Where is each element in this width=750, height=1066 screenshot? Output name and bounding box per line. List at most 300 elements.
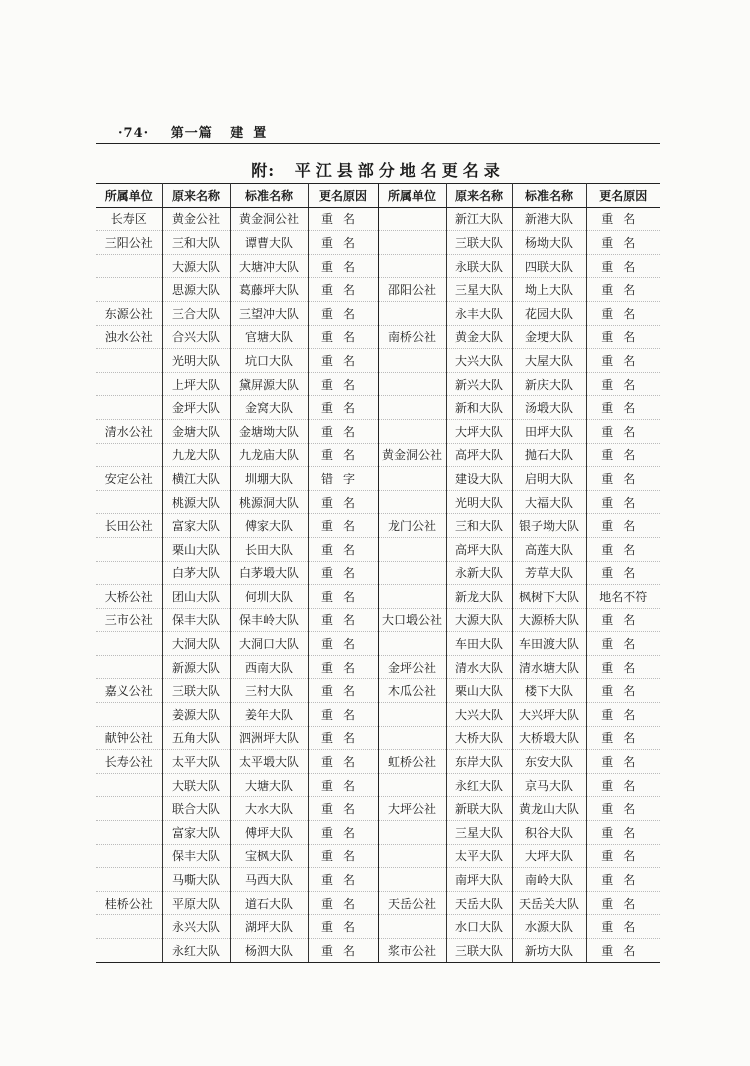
unit-cell: 天岳公社 <box>378 891 446 915</box>
unit-cell <box>378 703 446 727</box>
reason-cell: 重名 <box>308 679 378 703</box>
original-name-cell: 横江大队 <box>162 467 230 491</box>
header-rule <box>96 143 660 144</box>
reason-cell: 重名 <box>586 231 660 255</box>
standard-name-cell: 车田渡大队 <box>512 632 586 656</box>
original-name-cell: 三联大队 <box>446 231 512 255</box>
unit-cell: 长田公社 <box>96 514 162 538</box>
original-name-cell: 大桥大队 <box>446 726 512 750</box>
table-row <box>96 632 660 656</box>
reason-cell: 重名 <box>586 797 660 821</box>
standard-name-cell: 官塘大队 <box>230 325 308 349</box>
reason-cell: 重名 <box>308 443 378 467</box>
reason-cell: 重名 <box>308 419 378 443</box>
table-row <box>96 726 660 750</box>
original-name-cell: 新源大队 <box>162 655 230 679</box>
reason-cell: 重名 <box>308 773 378 797</box>
original-name-cell: 大联大队 <box>162 773 230 797</box>
column-header: 更名原因 <box>308 184 378 208</box>
reason-cell: 重名 <box>586 773 660 797</box>
original-name-cell: 大洞大队 <box>162 632 230 656</box>
reason-cell: 重名 <box>308 703 378 727</box>
reason-cell: 重名 <box>586 207 660 231</box>
unit-cell <box>96 655 162 679</box>
table-row <box>96 773 660 797</box>
standard-name-cell: 花园大队 <box>512 301 586 325</box>
reason-cell: 重名 <box>586 514 660 538</box>
original-name-cell: 大兴大队 <box>446 703 512 727</box>
original-name-cell: 大坪大队 <box>446 419 512 443</box>
standard-name-cell: 清水塘大队 <box>512 655 586 679</box>
unit-cell <box>96 773 162 797</box>
rename-table <box>96 183 660 963</box>
reason-cell: 重名 <box>586 278 660 302</box>
reason-cell: 重名 <box>586 844 660 868</box>
reason-cell: 重名 <box>586 632 660 656</box>
standard-name-cell: 泗洲坪大队 <box>230 726 308 750</box>
reason-cell: 重名 <box>308 278 378 302</box>
reason-cell: 重名 <box>586 490 660 514</box>
unit-cell <box>378 207 446 231</box>
original-name-cell: 桃源大队 <box>162 490 230 514</box>
reason-cell: 重名 <box>308 561 378 585</box>
table-row <box>96 561 660 585</box>
unit-cell <box>378 773 446 797</box>
original-name-cell: 大源大队 <box>446 608 512 632</box>
original-name-cell: 富家大队 <box>162 514 230 538</box>
standard-name-cell: 新港大队 <box>512 207 586 231</box>
original-name-cell: 团山大队 <box>162 585 230 609</box>
original-name-cell: 高坪大队 <box>446 537 512 561</box>
original-name-cell: 姜源大队 <box>162 703 230 727</box>
unit-cell: 金坪公社 <box>378 655 446 679</box>
standard-name-cell: 葛藤坪大队 <box>230 278 308 302</box>
standard-name-cell: 白茅塅大队 <box>230 561 308 585</box>
table-row <box>96 679 660 703</box>
standard-name-cell: 银子坳大队 <box>512 514 586 538</box>
unit-cell <box>96 561 162 585</box>
table-row <box>96 891 660 915</box>
standard-name-cell: 宝枫大队 <box>230 844 308 868</box>
unit-cell <box>378 490 446 514</box>
unit-cell: 大坪公社 <box>378 797 446 821</box>
reason-cell: 重名 <box>586 915 660 939</box>
table-title <box>96 158 660 181</box>
column-header: 标准名称 <box>230 184 308 208</box>
reason-cell: 重名 <box>308 585 378 609</box>
standard-name-cell: 谭曹大队 <box>230 231 308 255</box>
original-name-cell: 金坪大队 <box>162 396 230 420</box>
unit-cell <box>96 396 162 420</box>
standard-name-cell: 新庆大队 <box>512 372 586 396</box>
reason-cell: 错字 <box>308 467 378 491</box>
standard-name-cell: 九龙庙大队 <box>230 443 308 467</box>
table-row <box>96 467 660 491</box>
standard-name-cell: 京马大队 <box>512 773 586 797</box>
unit-cell: 龙门公社 <box>378 514 446 538</box>
unit-cell <box>378 467 446 491</box>
unit-cell: 三阳公社 <box>96 231 162 255</box>
unit-cell <box>378 844 446 868</box>
unit-cell <box>378 396 446 420</box>
original-name-cell: 新兴大队 <box>446 372 512 396</box>
standard-name-cell: 杨泗大队 <box>230 939 308 963</box>
unit-cell <box>96 490 162 514</box>
standard-name-cell: 黛屏源大队 <box>230 372 308 396</box>
original-name-cell: 三和大队 <box>446 514 512 538</box>
original-name-cell: 三联大队 <box>446 939 512 963</box>
standard-name-cell: 大塘大队 <box>230 773 308 797</box>
unit-cell: 南桥公社 <box>378 325 446 349</box>
original-name-cell: 高坪大队 <box>446 443 512 467</box>
original-name-cell: 水口大队 <box>446 915 512 939</box>
reason-cell: 重名 <box>586 726 660 750</box>
standard-name-cell: 黄金洞公社 <box>230 207 308 231</box>
original-name-cell: 白茅大队 <box>162 561 230 585</box>
table-row <box>96 443 660 467</box>
reason-cell: 重名 <box>586 419 660 443</box>
unit-cell <box>96 821 162 845</box>
reason-cell: 重名 <box>586 703 660 727</box>
original-name-cell: 新龙大队 <box>446 585 512 609</box>
standard-name-cell: 高莲大队 <box>512 537 586 561</box>
original-name-cell: 清水大队 <box>446 655 512 679</box>
standard-name-cell: 杨坳大队 <box>512 231 586 255</box>
unit-cell: 大桥公社 <box>96 585 162 609</box>
reason-cell: 地名不符 <box>586 585 660 609</box>
unit-cell <box>96 632 162 656</box>
unit-cell <box>378 301 446 325</box>
table-row <box>96 514 660 538</box>
original-name-cell: 黄金公社 <box>162 207 230 231</box>
original-name-cell: 新联大队 <box>446 797 512 821</box>
standard-name-cell: 大坪大队 <box>512 844 586 868</box>
original-name-cell: 永联大队 <box>446 254 512 278</box>
column-header: 所属单位 <box>96 184 162 208</box>
reason-cell: 重名 <box>308 490 378 514</box>
table-row <box>96 537 660 561</box>
reason-cell: 重名 <box>586 891 660 915</box>
table-row <box>96 254 660 278</box>
standard-name-cell: 枫树下大队 <box>512 585 586 609</box>
original-name-cell: 合兴大队 <box>162 325 230 349</box>
column-header: 原来名称 <box>446 184 512 208</box>
standard-name-cell: 坑口大队 <box>230 349 308 373</box>
reason-cell: 重名 <box>586 608 660 632</box>
reason-cell: 重名 <box>586 821 660 845</box>
original-name-cell: 五角大队 <box>162 726 230 750</box>
original-name-cell: 栗山大队 <box>162 537 230 561</box>
standard-name-cell: 水源大队 <box>512 915 586 939</box>
reason-cell: 重名 <box>308 750 378 774</box>
unit-cell <box>96 915 162 939</box>
unit-cell: 献钟公社 <box>96 726 162 750</box>
chapter-label: 第一篇 <box>170 126 213 141</box>
standard-name-cell: 圳堋大队 <box>230 467 308 491</box>
unit-cell <box>378 254 446 278</box>
standard-name-cell: 田坪大队 <box>512 419 586 443</box>
original-name-cell: 马嘶大队 <box>162 868 230 892</box>
reason-cell: 重名 <box>308 632 378 656</box>
standard-name-cell: 积谷大队 <box>512 821 586 845</box>
original-name-cell: 三联大队 <box>162 679 230 703</box>
original-name-cell: 保丰大队 <box>162 844 230 868</box>
standard-name-cell: 大兴坪大队 <box>512 703 586 727</box>
unit-cell: 清水公社 <box>96 419 162 443</box>
standard-name-cell: 傅家大队 <box>230 514 308 538</box>
standard-name-cell: 西南大队 <box>230 655 308 679</box>
table-row <box>96 585 660 609</box>
standard-name-cell: 长田大队 <box>230 537 308 561</box>
original-name-cell: 富家大队 <box>162 821 230 845</box>
standard-name-cell: 楼下大队 <box>512 679 586 703</box>
unit-cell <box>378 632 446 656</box>
unit-cell <box>96 278 162 302</box>
original-name-cell: 天岳大队 <box>446 891 512 915</box>
unit-cell <box>378 561 446 585</box>
reason-cell: 重名 <box>586 679 660 703</box>
reason-cell: 重名 <box>586 467 660 491</box>
unit-cell <box>378 821 446 845</box>
original-name-cell: 光明大队 <box>446 490 512 514</box>
original-name-cell: 三星大队 <box>446 821 512 845</box>
original-name-cell: 栗山大队 <box>446 679 512 703</box>
original-name-cell: 车田大队 <box>446 632 512 656</box>
standard-name-cell: 金塘坳大队 <box>230 419 308 443</box>
unit-cell <box>96 443 162 467</box>
standard-name-cell: 大屋大队 <box>512 349 586 373</box>
reason-cell: 重名 <box>586 349 660 373</box>
table-row <box>96 207 660 231</box>
reason-cell: 重名 <box>308 726 378 750</box>
table-row <box>96 278 660 302</box>
reason-cell: 重名 <box>308 207 378 231</box>
unit-cell <box>96 537 162 561</box>
standard-name-cell: 道石大队 <box>230 891 308 915</box>
reason-cell: 重名 <box>308 655 378 679</box>
standard-name-cell: 四联大队 <box>512 254 586 278</box>
standard-name-cell: 黄龙山大队 <box>512 797 586 821</box>
unit-cell: 东源公社 <box>96 301 162 325</box>
reason-cell: 重名 <box>586 325 660 349</box>
unit-cell: 邵阳公社 <box>378 278 446 302</box>
original-name-cell: 三合大队 <box>162 301 230 325</box>
table-row <box>96 325 660 349</box>
unit-cell <box>378 585 446 609</box>
original-name-cell: 永丰大队 <box>446 301 512 325</box>
reason-cell: 重名 <box>308 844 378 868</box>
original-name-cell: 大兴大队 <box>446 349 512 373</box>
reason-cell: 重名 <box>308 608 378 632</box>
unit-cell <box>378 349 446 373</box>
original-name-cell: 上坪大队 <box>162 372 230 396</box>
unit-cell <box>378 915 446 939</box>
table-row <box>96 844 660 868</box>
unit-cell: 桂桥公社 <box>96 891 162 915</box>
standard-name-cell: 大塘冲大队 <box>230 254 308 278</box>
original-name-cell: 新和大队 <box>446 396 512 420</box>
reason-cell: 重名 <box>586 301 660 325</box>
original-name-cell: 永红大队 <box>446 773 512 797</box>
original-name-cell: 东岸大队 <box>446 750 512 774</box>
unit-cell <box>96 703 162 727</box>
unit-cell <box>378 726 446 750</box>
unit-cell: 木瓜公社 <box>378 679 446 703</box>
unit-cell: 黄金洞公社 <box>378 443 446 467</box>
unit-cell <box>96 349 162 373</box>
standard-name-cell: 大福大队 <box>512 490 586 514</box>
original-name-cell: 永红大队 <box>162 939 230 963</box>
title-prefix: 附: <box>251 161 276 180</box>
table-row <box>96 608 660 632</box>
standard-name-cell: 南岭大队 <box>512 868 586 892</box>
table-row <box>96 868 660 892</box>
reason-cell: 重名 <box>308 891 378 915</box>
original-name-cell: 南坪大队 <box>446 868 512 892</box>
reason-cell: 重名 <box>586 750 660 774</box>
standard-name-cell: 太平塅大队 <box>230 750 308 774</box>
reason-cell: 重名 <box>308 325 378 349</box>
reason-cell: 重名 <box>308 514 378 538</box>
unit-cell <box>96 254 162 278</box>
standard-name-cell: 傅坪大队 <box>230 821 308 845</box>
standard-name-cell: 三村大队 <box>230 679 308 703</box>
standard-name-cell: 金埂大队 <box>512 325 586 349</box>
table-row <box>96 301 660 325</box>
standard-name-cell: 东安大队 <box>512 750 586 774</box>
table-row <box>96 915 660 939</box>
standard-name-cell: 湖坪大队 <box>230 915 308 939</box>
reason-cell: 重名 <box>586 537 660 561</box>
reason-cell: 重名 <box>586 939 660 963</box>
reason-cell: 重名 <box>308 254 378 278</box>
reason-cell: 重名 <box>308 915 378 939</box>
unit-cell <box>378 868 446 892</box>
unit-cell <box>378 372 446 396</box>
table-row <box>96 797 660 821</box>
reason-cell: 重名 <box>586 396 660 420</box>
standard-name-cell: 大源桥大队 <box>512 608 586 632</box>
column-header: 所属单位 <box>378 184 446 208</box>
standard-name-cell: 汤塅大队 <box>512 396 586 420</box>
reason-cell: 重名 <box>586 443 660 467</box>
original-name-cell: 金塘大队 <box>162 419 230 443</box>
section-label: 建置 <box>230 126 277 141</box>
column-header: 原来名称 <box>162 184 230 208</box>
title-main: 平江县部分地名更名录 <box>294 161 505 180</box>
standard-name-cell: 姜年大队 <box>230 703 308 727</box>
standard-name-cell: 马西大队 <box>230 868 308 892</box>
unit-cell: 嘉义公社 <box>96 679 162 703</box>
table-row <box>96 396 660 420</box>
original-name-cell: 永兴大队 <box>162 915 230 939</box>
unit-cell <box>96 372 162 396</box>
original-name-cell: 保丰大队 <box>162 608 230 632</box>
original-name-cell: 大源大队 <box>162 254 230 278</box>
original-name-cell: 黄金大队 <box>446 325 512 349</box>
reason-cell: 重名 <box>308 537 378 561</box>
original-name-cell: 联合大队 <box>162 797 230 821</box>
reason-cell: 重名 <box>586 254 660 278</box>
unit-cell <box>378 537 446 561</box>
original-name-cell: 三星大队 <box>446 278 512 302</box>
unit-cell: 长寿公社 <box>96 750 162 774</box>
table-row <box>96 231 660 255</box>
standard-name-cell: 保丰岭大队 <box>230 608 308 632</box>
reason-cell: 重名 <box>308 349 378 373</box>
original-name-cell: 新江大队 <box>446 207 512 231</box>
reason-cell: 重名 <box>586 655 660 679</box>
original-name-cell: 太平大队 <box>162 750 230 774</box>
table-row <box>96 703 660 727</box>
standard-name-cell: 天岳关大队 <box>512 891 586 915</box>
page-number: ·74· <box>118 126 150 141</box>
original-name-cell: 思源大队 <box>162 278 230 302</box>
unit-cell: 长寿区 <box>96 207 162 231</box>
table-header-row <box>96 184 660 208</box>
reason-cell: 重名 <box>586 372 660 396</box>
unit-cell: 浊水公社 <box>96 325 162 349</box>
unit-cell <box>96 797 162 821</box>
original-name-cell: 建设大队 <box>446 467 512 491</box>
reason-cell: 重名 <box>586 868 660 892</box>
standard-name-cell: 芳草大队 <box>512 561 586 585</box>
column-header: 更名原因 <box>586 184 660 208</box>
reason-cell: 重名 <box>308 396 378 420</box>
unit-cell: 浆市公社 <box>378 939 446 963</box>
unit-cell: 安定公社 <box>96 467 162 491</box>
standard-name-cell: 何圳大队 <box>230 585 308 609</box>
standard-name-cell: 抛石大队 <box>512 443 586 467</box>
reason-cell: 重名 <box>308 797 378 821</box>
original-name-cell: 平原大队 <box>162 891 230 915</box>
original-name-cell: 九龙大队 <box>162 443 230 467</box>
standard-name-cell: 三望冲大队 <box>230 301 308 325</box>
unit-cell <box>378 231 446 255</box>
table-row <box>96 821 660 845</box>
table-row <box>96 655 660 679</box>
unit-cell: 三市公社 <box>96 608 162 632</box>
unit-cell <box>96 868 162 892</box>
unit-cell <box>96 844 162 868</box>
reason-cell: 重名 <box>586 561 660 585</box>
original-name-cell: 永新大队 <box>446 561 512 585</box>
reason-cell: 重名 <box>308 372 378 396</box>
standard-name-cell: 启明大队 <box>512 467 586 491</box>
standard-name-cell: 桃源洞大队 <box>230 490 308 514</box>
table-row <box>96 939 660 963</box>
original-name-cell: 太平大队 <box>446 844 512 868</box>
unit-cell: 大口塅公社 <box>378 608 446 632</box>
unit-cell: 虹桥公社 <box>378 750 446 774</box>
unit-cell <box>378 419 446 443</box>
standard-name-cell: 金窝大队 <box>230 396 308 420</box>
column-header: 标准名称 <box>512 184 586 208</box>
standard-name-cell: 新坊大队 <box>512 939 586 963</box>
standard-name-cell: 大水大队 <box>230 797 308 821</box>
reason-cell: 重名 <box>308 939 378 963</box>
table-row <box>96 349 660 373</box>
standard-name-cell: 坳上大队 <box>512 278 586 302</box>
reason-cell: 重名 <box>308 821 378 845</box>
original-name-cell: 光明大队 <box>162 349 230 373</box>
reason-cell: 重名 <box>308 301 378 325</box>
unit-cell <box>96 939 162 963</box>
table-body <box>96 207 660 962</box>
table-row <box>96 490 660 514</box>
reason-cell: 重名 <box>308 231 378 255</box>
standard-name-cell: 大洞口大队 <box>230 632 308 656</box>
